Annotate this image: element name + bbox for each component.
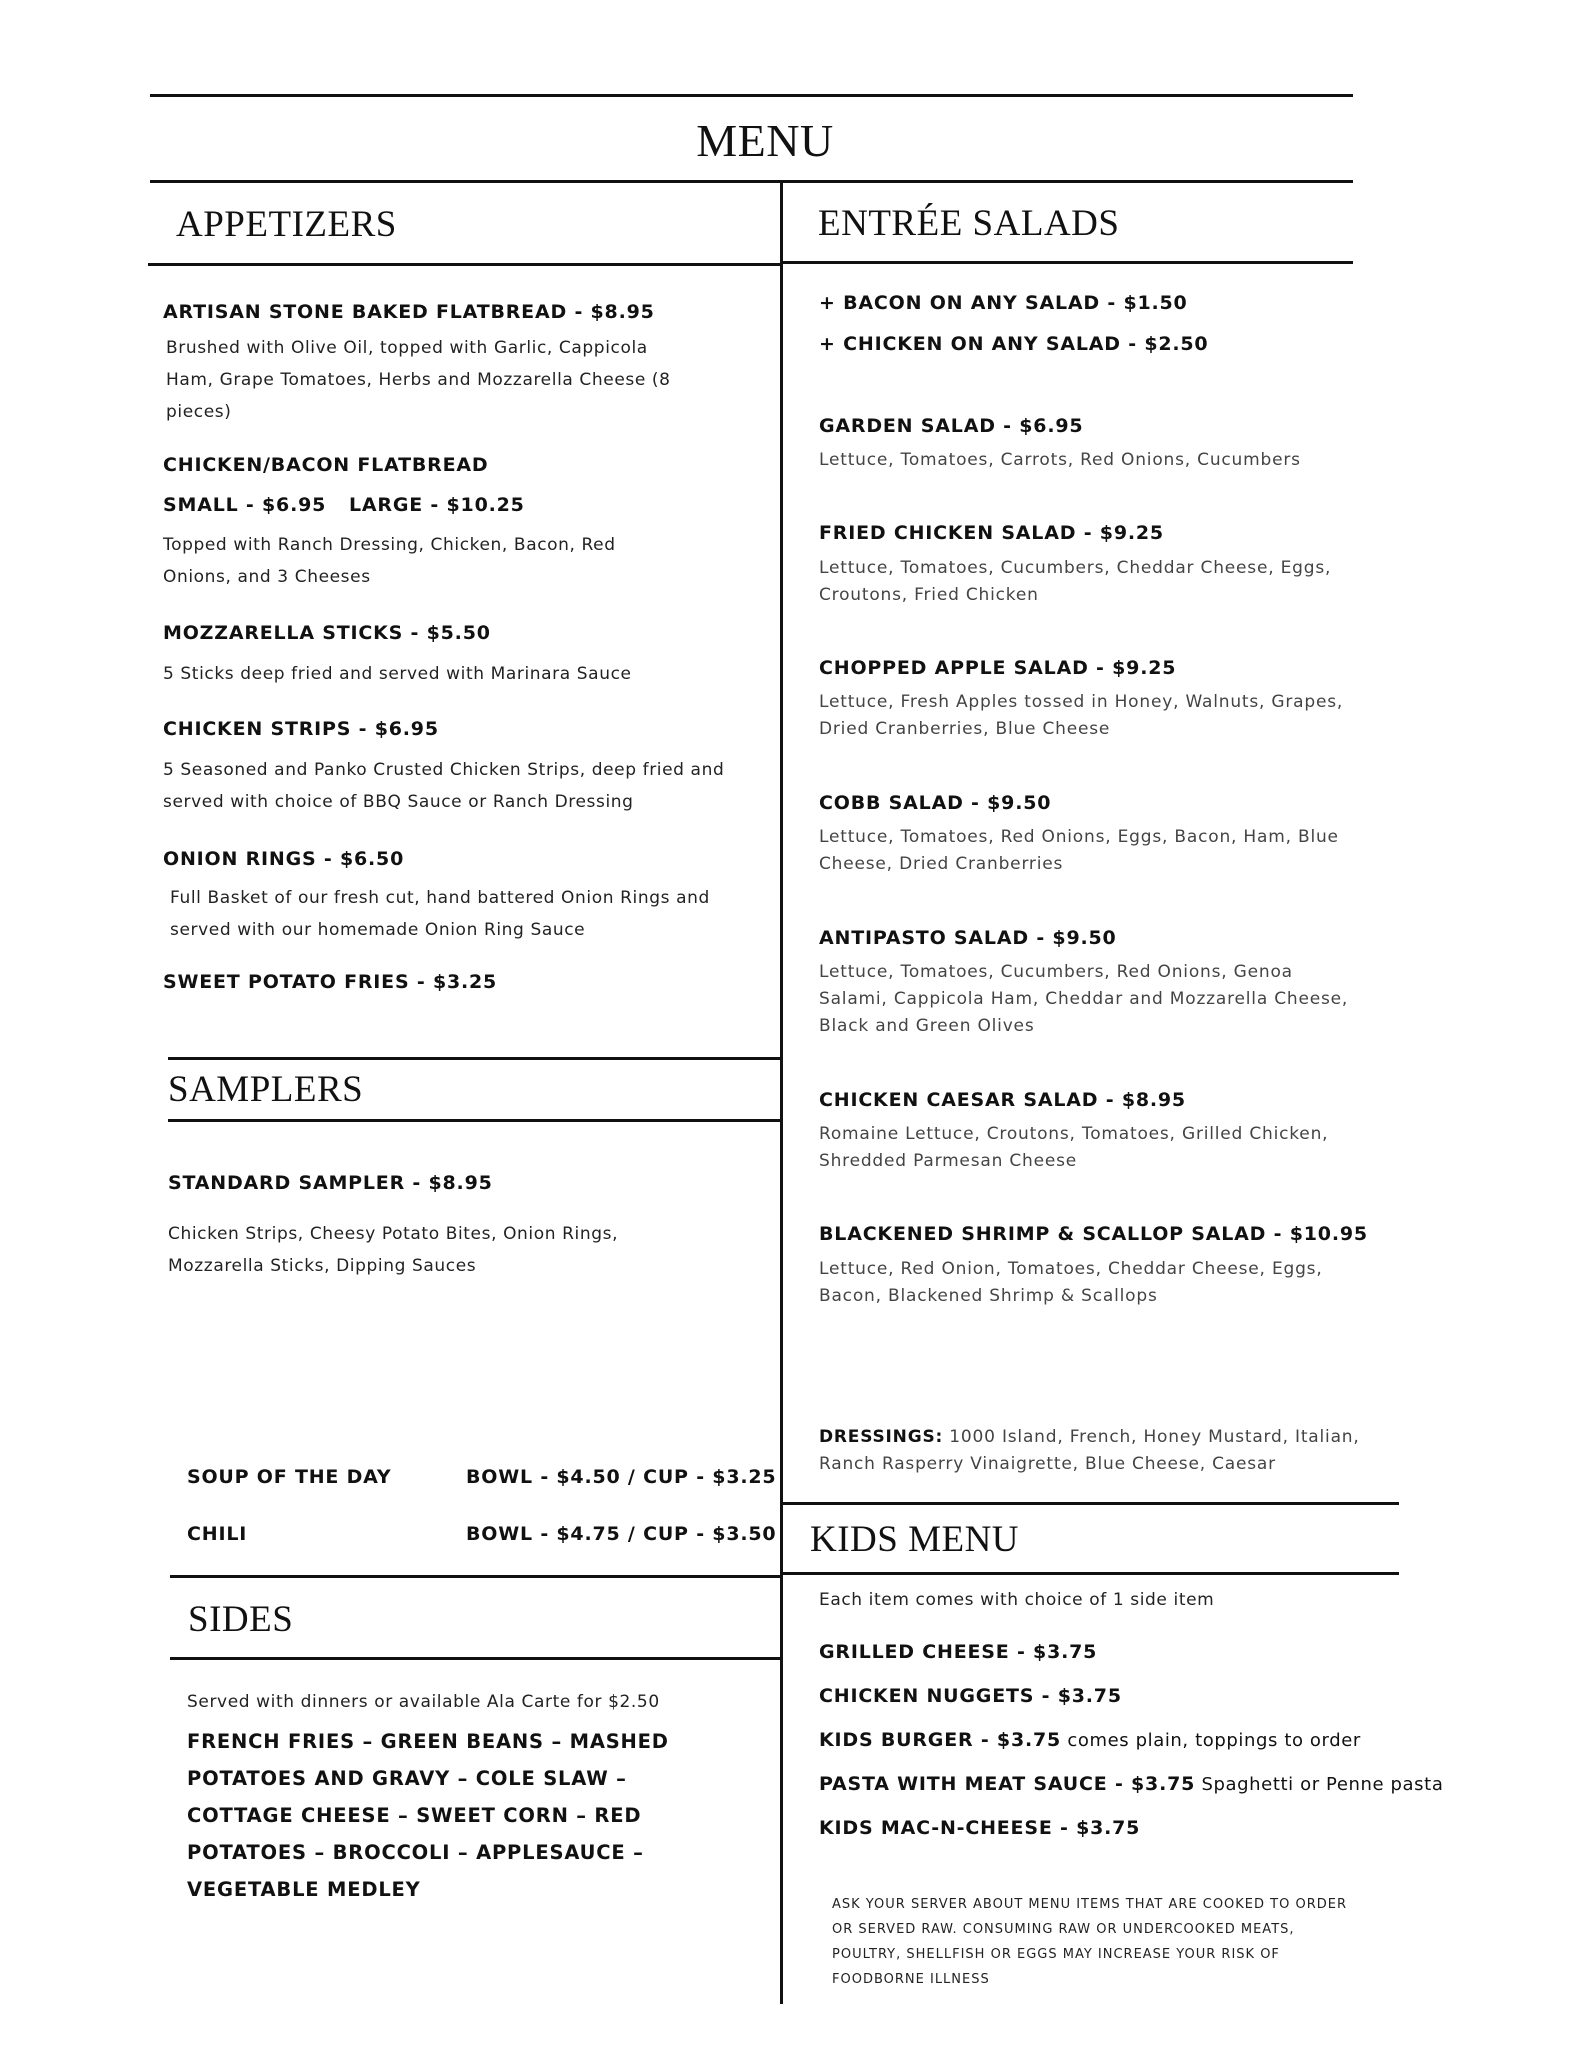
grilled-cheese-title: GRILLED CHEESE - $3.75: [819, 1641, 1098, 1663]
pasta: [819, 1773, 1443, 1795]
appetizers-heading: APPETIZERS: [176, 204, 397, 245]
caesar-salad-title: CHICKEN CAESAR SALAD - $8.95: [819, 1089, 1186, 1111]
kids-note: Each item comes with choice of 1 side item: [819, 1590, 1215, 1610]
samplers-rule: [168, 1119, 780, 1122]
nuggets-title: CHICKEN NUGGETS - $3.75: [819, 1685, 1122, 1707]
chili-name: CHILI: [187, 1523, 248, 1545]
kids-burger-title: KIDS BURGER - $3.75: [819, 1729, 1062, 1751]
mozz-title: MOZZARELLA STICKS - $5.50: [163, 622, 491, 644]
cobb-salad-desc: Lettuce, Tomatoes, Red Onions, Eggs, Bacon, Ham, Blue Cheese, Dried Cranberries: [819, 827, 1339, 874]
sides-top-rule: [170, 1575, 780, 1578]
fried-chicken-salad-title: FRIED CHICKEN SALAD - $9.25: [819, 522, 1164, 544]
apple-salad-desc: Lettuce, Fresh Apples tossed in Honey, Walnuts, Grapes, Dried Cranberries, Blue Cheese: [819, 692, 1344, 739]
bacon-addon: + BACON ON ANY SALAD - $1.50: [819, 292, 1188, 314]
kids-top-rule: [783, 1502, 1399, 1505]
dressings: [819, 1424, 1364, 1478]
garden-salad-desc: Lettuce, Tomatoes, Carrots, Red Onions, Cucumbers: [819, 450, 1301, 470]
salads-rule: [783, 261, 1353, 264]
top-rule: [150, 94, 1353, 97]
chicken-addon: + CHICKEN ON ANY SALAD - $2.50: [819, 333, 1209, 355]
fried-chicken-salad-desc: Lettuce, Tomatoes, Cucumbers, Cheddar Cheese, Eggs, Croutons, Fried Chicken: [819, 558, 1332, 605]
dressings-list: 1000 Island, French, Honey Mustard, Italian, Ranch Rasperry Vinaigrette, Blue Cheese, Caesar: [819, 1427, 1360, 1474]
kids-burger: [819, 1729, 1361, 1751]
caesar-salad-desc: Romaine Lettuce, Croutons, Tomatoes, Grilled Chicken, Shredded Parmesan Cheese: [819, 1124, 1329, 1171]
sweet-potato-title: SWEET POTATO FRIES - $3.25: [163, 971, 498, 993]
kids-heading: KIDS MENU: [810, 1519, 1020, 1560]
shrimp-salad-desc: Lettuce, Red Onion, Tomatoes, Cheddar Cheese, Eggs, Bacon, Blackened Shrimp & Scallops: [819, 1259, 1323, 1306]
onion-title: ONION RINGS - $6.50: [163, 848, 405, 870]
chicken-bacon-large: LARGE - $10.25: [349, 494, 525, 516]
dressings-label: DRESSINGS:: [819, 1427, 944, 1447]
title-rule: [150, 180, 1353, 183]
strips-title: CHICKEN STRIPS - $6.95: [163, 718, 439, 740]
standard-sampler-desc: Chicken Strips, Cheesy Potato Bites, Onion Rings, Mozzarella Sticks, Dipping Sauces: [168, 1224, 619, 1276]
sides-note: Served with dinners or available Ala Carte for $2.50: [187, 1692, 660, 1712]
chicken-bacon-small: SMALL - $6.95: [163, 494, 327, 516]
page-title: MENU: [696, 115, 834, 166]
chili-price: BOWL - $4.75 / CUP - $3.50: [466, 1523, 777, 1545]
sides-rule: [170, 1657, 780, 1660]
sides-list: FRENCH FRIES – GREEN BEANS – MASHED POTATOES AND GRAVY – COLE SLAW – COTTAGE CHEESE – SWEET CORN – RED POTATOES – BROCCOLI – APPLESAUCE – VEGETABLE MEDLEY: [187, 1730, 669, 1901]
antipasto-salad-title: ANTIPASTO SALAD - $9.50: [819, 927, 1117, 949]
salads-heading: ENTRÉE SALADS: [818, 203, 1120, 244]
apple-salad-title: CHOPPED APPLE SALAD - $9.25: [819, 657, 1177, 679]
appetizers-rule: [148, 263, 780, 266]
pasta-extra: Spaghetti or Penne pasta: [1195, 1774, 1444, 1795]
flatbread-desc: Brushed with Olive Oil, topped with Garlic, Cappicola Ham, Grape Tomatoes, Herbs and Mozzarella Cheese (8 pieces): [166, 338, 671, 422]
soup-price: BOWL - $4.50 / CUP - $3.25: [466, 1466, 777, 1488]
antipasto-salad-desc: Lettuce, Tomatoes, Cucumbers, Red Onions, Genoa Salami, Cappicola Ham, Cheddar and Mozzarella Cheese, Black and Green Olives: [819, 962, 1349, 1036]
flatbread-title: ARTISAN STONE BAKED FLATBREAD - $8.95: [163, 301, 655, 323]
samplers-top-rule: [168, 1057, 780, 1060]
mozz-desc: 5 Sticks deep fried and served with Marinara Sauce: [163, 664, 632, 684]
column-divider: [780, 182, 783, 2004]
chicken-bacon-desc: Topped with Ranch Dressing, Chicken, Bacon, Red Onions, and 3 Cheeses: [163, 535, 616, 587]
cobb-salad-title: COBB SALAD - $9.50: [819, 792, 1052, 814]
pasta-title: PASTA WITH MEAT SAUCE - $3.75: [819, 1773, 1196, 1795]
strips-desc: 5 Seasoned and Panko Crusted Chicken Strips, deep fried and served with choice of BBQ Sauce or Ranch Dressing: [163, 760, 725, 812]
mac-title: KIDS MAC-N-CHEESE - $3.75: [819, 1817, 1141, 1839]
samplers-heading: SAMPLERS: [168, 1069, 364, 1110]
sides-heading: SIDES: [188, 1599, 294, 1640]
kids-rule: [783, 1572, 1399, 1575]
onion-desc: Full Basket of our fresh cut, hand battered Onion Rings and served with our homemade Onion Ring Sauce: [170, 888, 710, 940]
garden-salad-title: GARDEN SALAD - $6.95: [819, 415, 1084, 437]
chicken-bacon-title: CHICKEN/BACON FLATBREAD: [163, 454, 489, 476]
shrimp-salad-title: BLACKENED SHRIMP & SCALLOP SALAD - $10.95: [819, 1223, 1368, 1245]
standard-sampler-title: STANDARD SAMPLER - $8.95: [168, 1172, 493, 1194]
soup-name: SOUP OF THE DAY: [187, 1466, 392, 1488]
kids-burger-extra: comes plain, toppings to order: [1061, 1730, 1361, 1751]
raw-food-notice: ASK YOUR SERVER ABOUT MENU ITEMS THAT ARE COOKED TO ORDER OR SERVED RAW. CONSUMING RAW OR UNDERCOOKED MEATS, POULTRY, SHELLFISH OR EGGS MAY INCREASE YOUR RISK OF FOODBORNE ILLNESS: [832, 1897, 1347, 1987]
